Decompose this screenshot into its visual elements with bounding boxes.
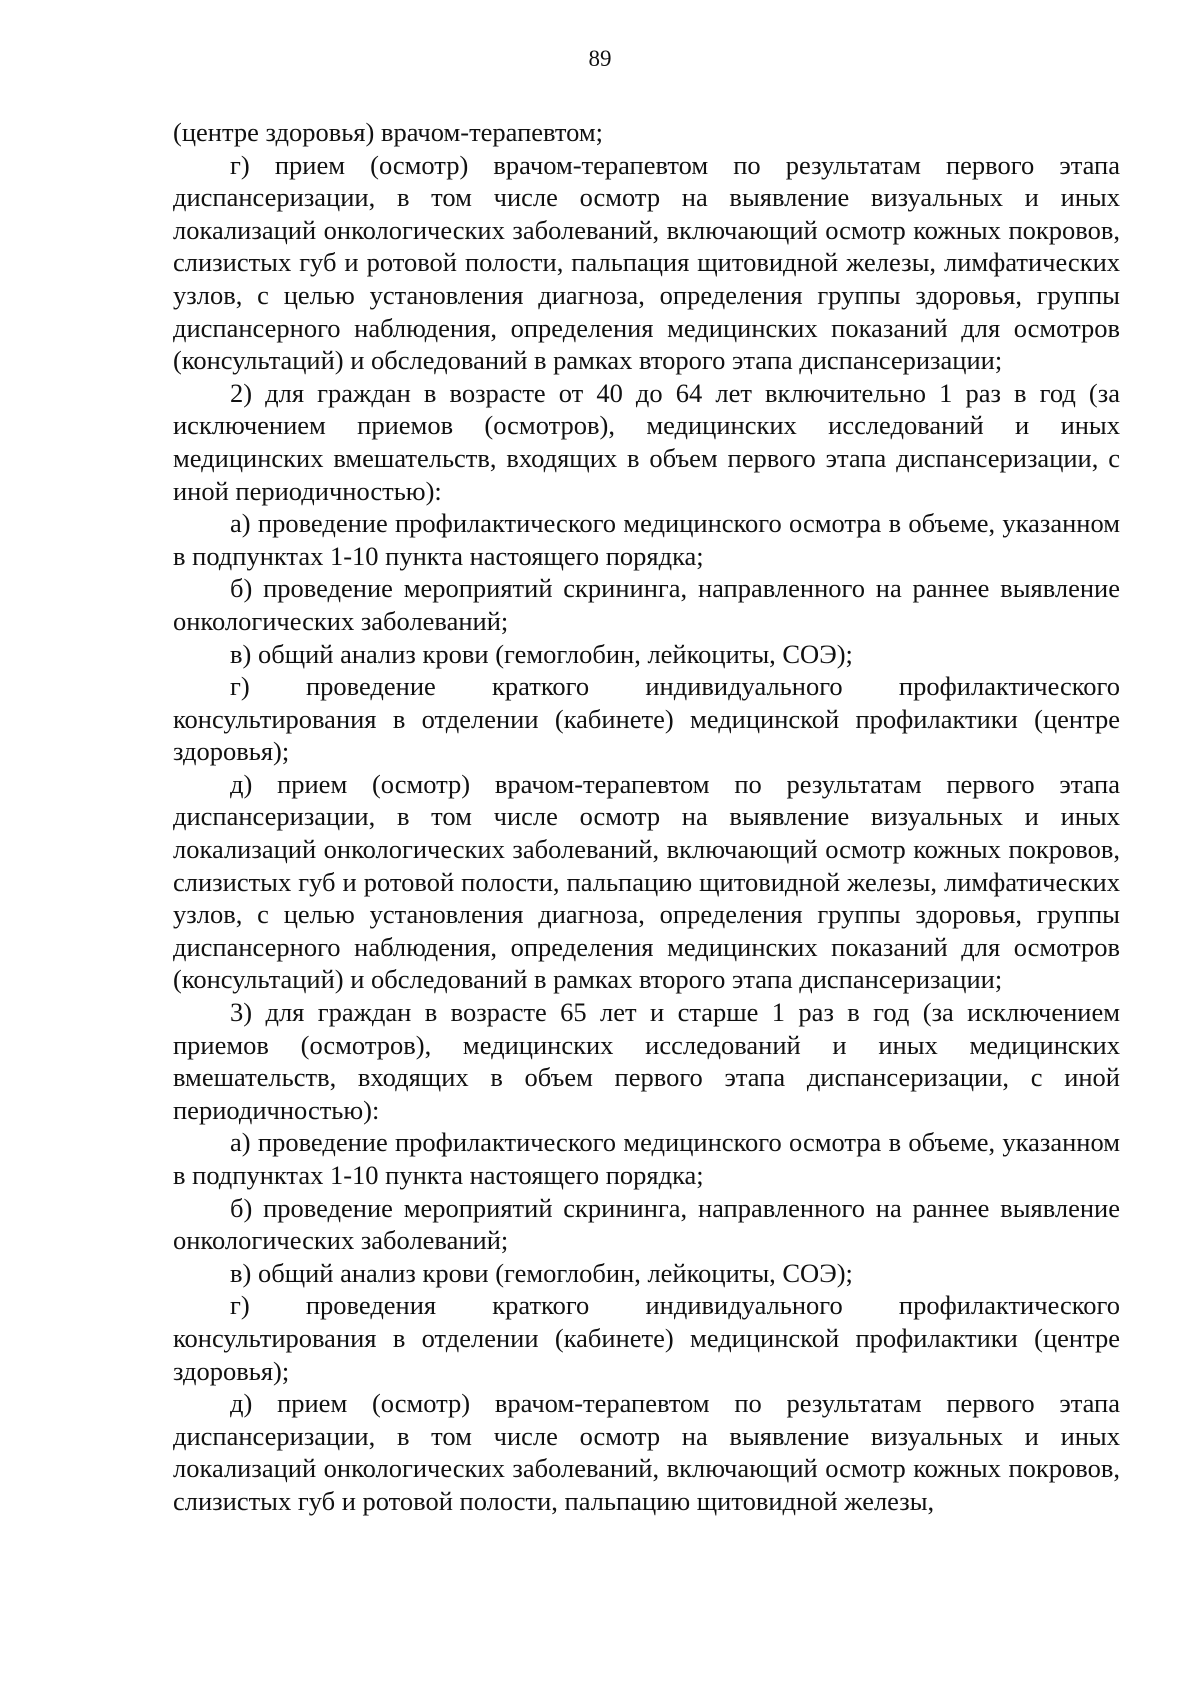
paragraph-item-d-therapist-exam: д) прием (осмотр) врачом-терапевтом по результатам первого этапа диспансеризации, в том числе осмотр на выявление визуальных и иных локализаций онкологических заболеваний, включающий осмотр кожных покровов, слизистых губ и ротовой полости, пальпацию щитовидной железы, лимфатических узлов, с целью установления диагноза, определения группы здоровья, группы диспансерного наблюдения, определения медицинских показаний для осмотров (консультаций) и обследований в рамках второго этапа диспансеризации; <box>173 768 1120 995</box>
paragraph-item-g-therapist-exam: г) прием (осмотр) врачом-терапевтом по результатам первого этапа диспансеризации, в том числе осмотр на выявление визуальных и иных локализаций онкологических заболеваний, включающий осмотр кожных покровов, слизистых губ и ротовой полости, пальпация щитовидной железы, лимфатических узлов, с целью установления диагноза, определения группы здоровья, группы диспансерного наблюдения, определения медицинских показаний для осмотров (консультаций) и обследований в рамках второго этапа диспансеризации; <box>173 149 1120 376</box>
paragraph-item-3-age-65-plus: 3) для граждан в возрасте 65 лет и старше 1 раз в год (за исключением приемов (осмотров), медицинских исследований и иных медицинских вмешательств, входящих в объем первого этапа диспансеризации, с иной периодичностью): <box>173 997 1120 1125</box>
paragraph-item-2-age-40-64: 2) для граждан в возрасте от 40 до 64 лет включительно 1 раз в год (за исключением приемов (осмотров), медицинских исследований и иных медицинских вмешательств, входящих в объем первого этапа диспансеризации, с иной периодичностью): <box>173 377 1120 506</box>
paragraph-item-b-screening: б) проведение мероприятий скрининга, направленного на раннее выявление онкологических заболеваний; <box>173 573 1120 636</box>
paragraph-item-a-preventive-exam-65: а) проведение профилактического медицинского осмотра в объеме, указанном в подпунктах 1-10 пункта настоящего порядка; <box>173 1127 1120 1190</box>
paragraph-item-v-blood-test: в) общий анализ крови (гемоглобин, лейкоциты, СОЭ); <box>230 638 853 669</box>
paragraph-continuation: (центре здоровья) врачом-терапевтом; <box>173 117 603 147</box>
paragraph-item-d-therapist-exam-65: д) прием (осмотр) врачом-терапевтом по результатам первого этапа диспансеризации, в том числе осмотр на выявление визуальных и иных локализаций онкологических заболеваний, включающий осмотр кожных покровов, слизистых губ и ротовой полости, пальпацию щитовидной железы, <box>173 1388 1120 1516</box>
document-body <box>173 116 1120 1518</box>
page-number: 89 <box>588 46 612 71</box>
paragraph-item-b-screening-65: б) проведение мероприятий скрининга, направленного на раннее выявление онкологических заболеваний; <box>173 1192 1120 1256</box>
paragraph-item-g-counseling-65: г) проведения краткого индивидуального профилактического консультирования в отделении (кабинете) медицинской профилактики (центре здоровья); <box>173 1290 1120 1386</box>
paragraph-item-g-counseling: г) проведение краткого индивидуального профилактического консультирования в отделении (кабинете) медицинской профилактики (центре здоровья); <box>173 671 1120 767</box>
paragraph-item-v-blood-test-65: в) общий анализ крови (гемоглобин, лейкоциты, СОЭ); <box>230 1257 853 1288</box>
paragraph-item-a-preventive-exam: а) проведение профилактического медицинского осмотра в объеме, указанном в подпунктах 1-10 пункта настоящего порядка; <box>173 508 1120 571</box>
